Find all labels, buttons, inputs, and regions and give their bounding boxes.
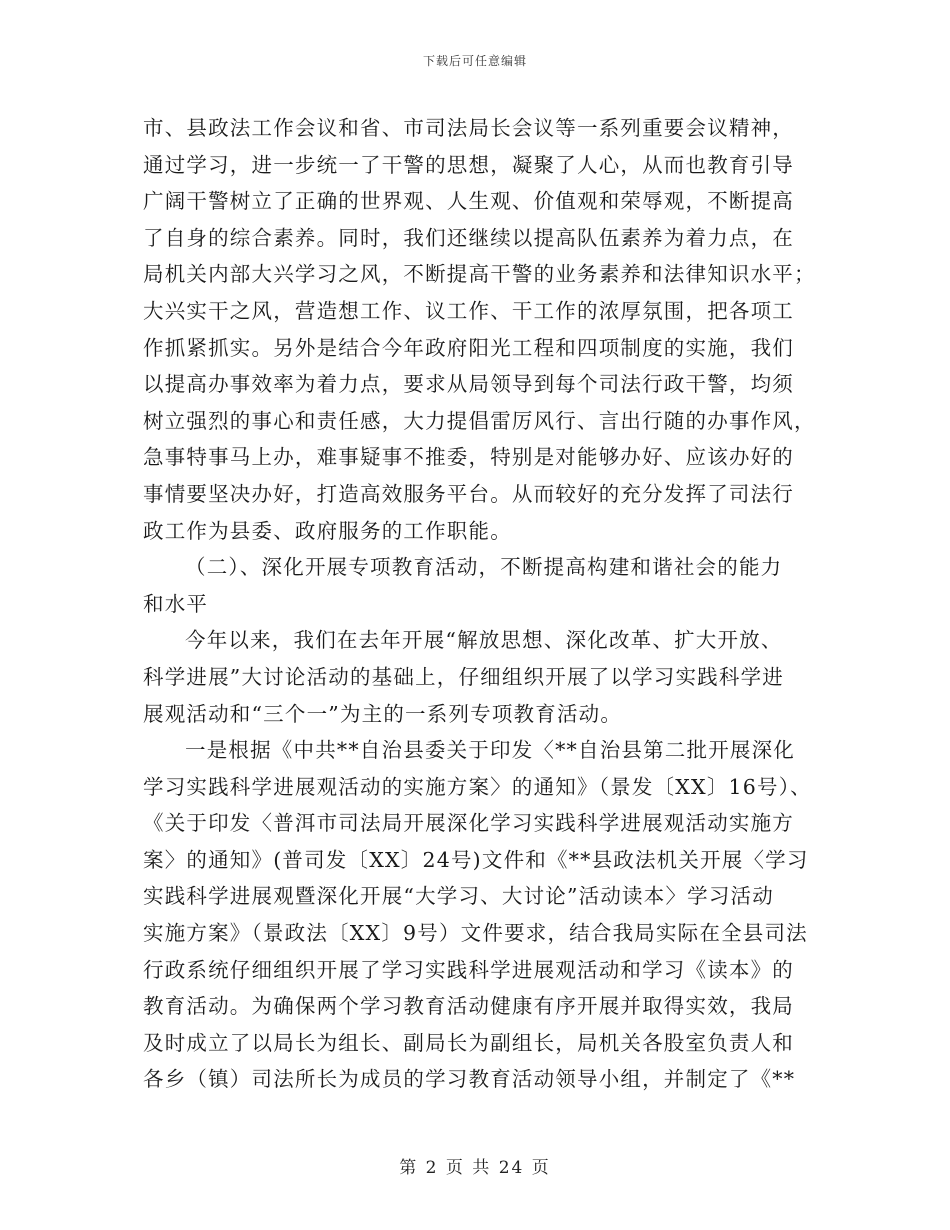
text-line: 教育活动。为确保两个学习教育活动健康有序开展并取得实效，我局 [143,994,794,1019]
text-line: 一是根据《中共**自治县委关于印发〈**自治县第二批开展深化 [185,738,795,763]
text-line: 作抓紧抓实。另外是结合今年政府阳光工程和四项制度的实施，我们 [143,335,794,360]
text-line: 急事特事马上办，难事疑事不推委，特别是对能够办好、应该办好的 [143,445,794,470]
text-line: 今年以来，我们在去年开展“解放思想、深化改革、扩大开放、 [185,628,783,653]
page-header: 下载后可任意编辑 [422,54,527,68]
text-line: 行政系统仔细组织开展了学习实践科学进展观活动和学习《读本》的 [143,957,794,982]
text-line: 以提高办事效率为着力点，要求从局领导到每个司法行政干警，均须 [143,372,794,397]
page-number-footer: 第 2 页 共 24 页 [399,1158,551,1178]
text-line: 事情要坚决办好，打造高效服务平台。从而较好的充分发挥了司法行 [143,481,794,506]
section-heading-line: 和水平 [143,591,209,616]
text-line: 树立强烈的事心和责任感，大力提倡雷厉风行、言出行随的办事作风， [143,408,816,433]
text-line: 政工作为县委、政府服务的工作职能。 [143,518,512,543]
document-body [143,110,816,1098]
text-line: 学习实践科学进展观活动的实施方案〉的通知》（景发〔XX〕16号）、 [143,774,812,799]
section-heading-line: （二）、深化开展专项教育活动，不断提高构建和谐社会的能力 [185,555,783,580]
text-line: 局机关内部大兴学习之风，不断提高干警的业务素养和法律知识水平； [143,262,816,287]
text-line: 展观活动和“三个一”为主的一系列专项教育活动。 [143,701,623,726]
text-line: 市、县政法工作会议和省、市司法局长会议等一系列重要会议精神， [143,116,794,140]
text-line: 大兴实干之风，营造想工作、议工作、干工作的浓厚氛围，把各项工 [143,298,794,323]
text-line: 了自身的综合素养。同时，我们还继续以提高队伍素养为着力点，在 [143,225,794,250]
text-line: 科学进展”大讨论活动的基础上，仔细组织开展了以学习实践科学进 [143,664,784,689]
text-line: 实施方案》（景政法〔XX〕9号）文件要求，结合我局实际在全县司法 [143,921,808,946]
text-line: 实践科学进展观暨深化开展“大学习、大讨论”活动读本〉学习活动 [143,884,774,909]
text-line: 广阔干警树立了正确的世界观、人生观、价值观和荣辱观，不断提高 [143,189,794,214]
text-line: 案〉的通知》(普司发〔XX〕24号)文件和《**县政法机关开展〈学习 [143,847,809,872]
text-line: 及时成立了以局长为组长、副局长为副组长，局机关各股室负责人和 [143,1030,794,1055]
text-line: 《关于印发〈普洱市司法局开展深化学习实践科学进展观活动实施方 [143,811,794,836]
text-line: 通过学习，进一步统一了干警的思想，凝聚了人心，从而也教育引导 [143,152,794,177]
text-line: 各乡（镇）司法所长为成员的学习教育活动领导小组，并制定了《** [143,1067,796,1092]
